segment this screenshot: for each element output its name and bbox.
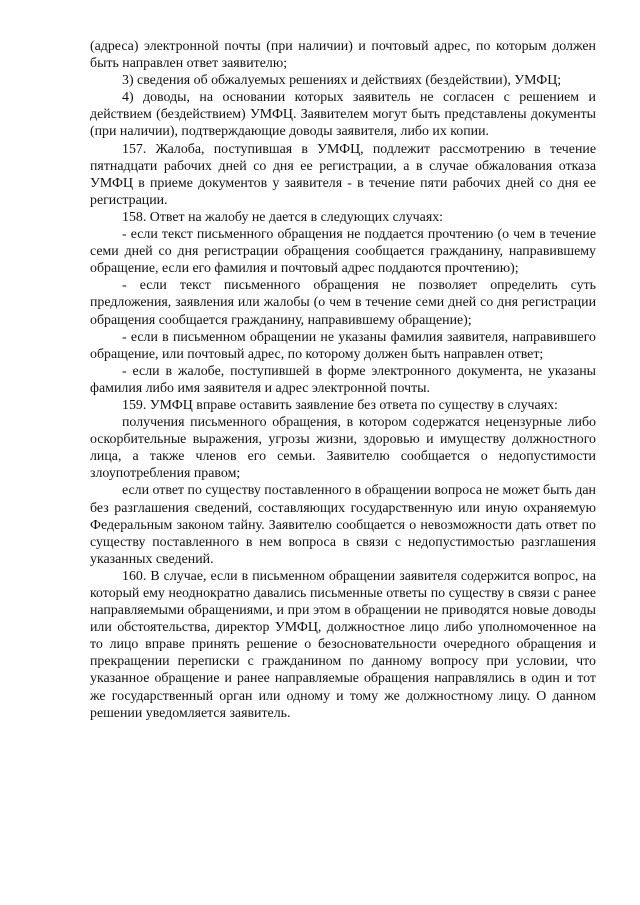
list-item-unclear-essence: - если текст письменного обращения не позволяет определить суть предложения, заявления или жалобы (о чем в течение семи дней со дня регистрации обращения сообщается гражданину, направившему обращение); [90, 278, 596, 328]
list-item-unreadable: - если текст письменного обращения не поддается прочтению (о чем в течение семи дней со дня регистрации обращения сообщается гражданину, направившему обращение, если его фамилия и почтовый адрес поддаются прочтению); [90, 227, 596, 277]
paragraph-159: 159. УМФЦ вправе оставить заявление без ответа по существу в случаях: [122, 397, 558, 413]
document-page [90, 38, 596, 722]
paragraph-email-address: (адреса) электронной почты (при наличии) и почтовый адрес, по которым должен быть направлен ответ заявителю; [90, 39, 596, 72]
paragraph-157: 157. Жалоба, поступившая в УМФЦ, подлежит рассмотрению в течение пятнадцати рабочих дней со дня ее регистрации, а в случае обжалования отказа УМФЦ в приеме документов у заявителя - в течение пяти рабочих дней со дня ее регистрации. [90, 141, 596, 208]
list-item-electronic-no-name: - если в жалобе, поступившей в форме электронного документа, не указаны фамилия либо имя заявителя и адрес электронной почты. [90, 363, 596, 396]
paragraph-item-3: 3) сведения об обжалуемых решениях и действиях (бездействии), УМФЦ; [122, 73, 562, 89]
paragraph-secret-info: если ответ по существу поставленного в обращении вопроса не может быть дан без разглашения сведений, составляющих государственную или иную охраняемую Федеральным законом тайну. Заявителю сообщается о невозможности дать ответ по существу поставленного в нем вопроса в связи с недопустимостью разглашения указанных сведений. [90, 483, 596, 567]
paragraph-item-4: 4) доводы, на основании которых заявитель не согласен с решением и действием (бездействием) УМФЦ. Заявителем могут быть представлены документы (при наличии), подтверждающие доводы заявителя, либо их копии. [90, 90, 596, 140]
paragraph-160: 160. В случае, если в письменном обращении заявителя содержится вопрос, на который ему неоднократно давались письменные ответы по существу в связи с ранее направляемыми обращениями, и при этом в обращении не приводятся новые доводы или обстоятельства, директор УМФЦ, должностное лицо либо уполномоченное на то лицо вправе принять решение о безосновательности очередного обращения и прекращении переписки с гражданином по данному вопросу при условии, что указанное обращение и ранее направляемые обращения направлялись в один и тот же государственный орган или одному и тому же должностному лицу. О данном решении уведомляется заявитель. [90, 568, 596, 721]
list-item-no-surname: - если в письменном обращении не указаны фамилия заявителя, направившего обращение, или почтовый адрес, по которому должен быть направлен ответ; [90, 329, 596, 362]
paragraph-obscene-content: получения письменного обращения, в котором содержатся нецензурные либо оскорбительные выражения, угрозы жизни, здоровью и имуществу должностного лица, а также членов его семьи. Заявителю сообщается о недопустимости злоупотребления правом; [90, 415, 596, 482]
paragraph-158: 158. Ответ на жалобу не дается в следующих случаях: [122, 209, 444, 225]
